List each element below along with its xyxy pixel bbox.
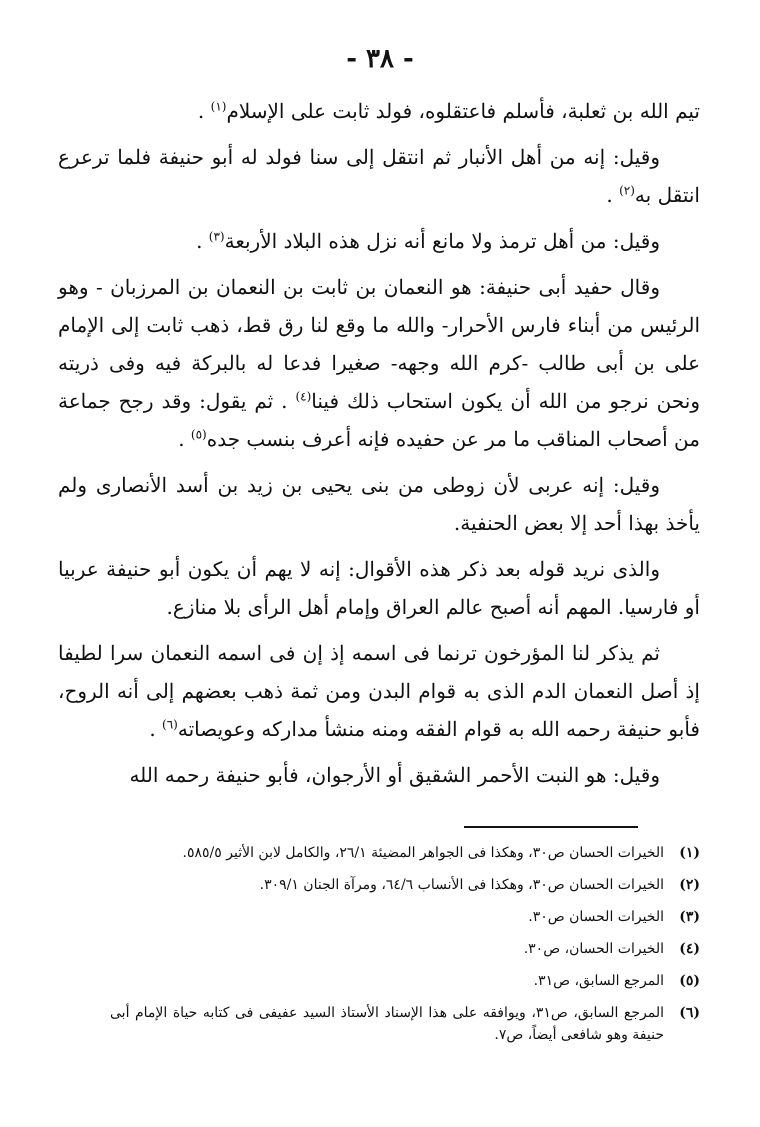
paragraph-tail: .: [149, 717, 163, 741]
footnote-ref[interactable]: (٤): [295, 389, 312, 404]
footnote-text: الخيرات الحسان، ص٣٠.: [523, 941, 664, 957]
paragraph-text: وقيل: هو النبت الأحمر الشقيق أو الأرجوان، فأبو حنيفة رحمه الله: [129, 763, 660, 787]
paragraph-tail: .: [178, 427, 191, 451]
paragraph-text: وقيل: إنه من أهل الأنبار ثم انتقل إلى سنا فولد له أبو حنيفة فلما ترعرع انتقل به: [58, 145, 700, 207]
footnote-ref[interactable]: (٦): [162, 717, 178, 732]
footnote-separator: [464, 826, 638, 828]
footnote-text: المرجع السابق، ص٣١.: [533, 973, 664, 989]
paragraph-text: ثم يذكر لنا المؤرخون ترنما فى اسمه إذ إن فى اسمه النعمان سرا لطيفا إذ أصل النعمان الدم الذى به قوام البدن ومن ثمة ذهب بعضهم إلى أنه الروح، فأبو حنيفة رحمه الله به قوام الفقه ومنه منشأ مداركه وعويصاته: [58, 641, 700, 741]
footnote-ref[interactable]: (١): [210, 99, 227, 114]
paragraph: [58, 466, 700, 542]
footnote-number: (١): [679, 845, 700, 861]
paragraph-tail: .: [196, 229, 209, 253]
paragraph-text: وقيل: من أهل ترمذ ولا مانع أنه نزل هذه البلاد الأربعة: [224, 229, 660, 253]
footnote-text: الخيرات الحسان ص٣٠.: [528, 909, 664, 925]
footnote: [110, 1002, 700, 1046]
footnote: [110, 970, 700, 992]
footnote: [110, 938, 700, 960]
paragraph-text: والذى نريد قوله بعد ذكر هذه الأقوال: إنه لا يهم أن يكون أبو حنيفة عربيا أو فارسيا. المهم أنه أصبح عالم العراق وإمام أهل الرأى بلا منازع.: [58, 557, 700, 619]
paragraph-text: تيم الله بن ثعلبة، فأسلم فاعتقلوه، فولد ثابت على الإسلام: [226, 99, 700, 123]
paragraph: [58, 138, 700, 214]
footnote-ref[interactable]: (٢): [619, 183, 635, 198]
paragraph: [58, 756, 700, 794]
footnote-number: (٥): [679, 973, 700, 989]
footnotes: [110, 842, 700, 1056]
paragraph-text: وقال حفيد أبى حنيفة: هو النعمان بن ثابت بن النعمان بن المرزبان - وهو الرئيس من أبناء فارس الأحرار- والله ما وقع لنا رق قط، ذهب ثابت إلى الإمام على بن أبى طالب -كرم الله وجهه- صغيرا فدعا له بالبركة فيه وفى ذريته ونحن نرجو من الله أن يكون استحاب ذلك فينا: [58, 275, 700, 413]
paragraph: [58, 550, 700, 626]
footnote-ref[interactable]: (٥): [190, 427, 207, 442]
paragraph-tail: .: [197, 99, 211, 123]
paragraph: [58, 268, 700, 458]
paragraph-tail: .: [606, 183, 620, 207]
footnote-text: الخيرات الحسان ص٣٠، وهكذا فى الجواهر المضيئة ٢٦/١، والكامل لابن الأثير ٥٨٥/٥.: [182, 845, 664, 861]
footnote-text: المرجع السابق، ص٣١، ويوافقه على هذا الإسناد الأستاذ السيد عفيفى فى كتابه حياة الإمام أبى حنيفة وهو شافعى أيضاً، ص٧.: [110, 1005, 665, 1043]
paragraph: [58, 634, 700, 748]
page-number: - ٣٨ -: [346, 44, 414, 74]
footnote-number: (٢): [679, 877, 700, 893]
footnote: [110, 842, 700, 864]
main-text: [58, 92, 700, 802]
footnote-text: الخيرات الحسان ص٣٠، وهكذا فى الأنساب ٦٤/٦، ومرآة الجنان ٣٠٩/١.: [259, 877, 664, 893]
footnote-number: (٤): [679, 941, 700, 957]
footnote: [110, 906, 700, 928]
paragraph-tail: . ثم يقول: وقد رجح جماعة من أصحاب المناقب ما مر عن حفيده فإنه أعرف بنسب جده: [58, 389, 700, 451]
footnote-number: (٣): [679, 909, 700, 925]
footnote-number: (٦): [679, 1005, 700, 1021]
footnote-ref[interactable]: (٣): [208, 229, 225, 244]
footnote: [110, 874, 700, 896]
paragraph-text: وقيل: إنه عربى لأن زوطى من بنى يحيى بن زيد بن أسد الأنصارى ولم يأخذ بهذا أحد إلا بعض الحنفية.: [58, 473, 700, 535]
paragraph: [58, 92, 700, 130]
paragraph: [58, 222, 700, 260]
